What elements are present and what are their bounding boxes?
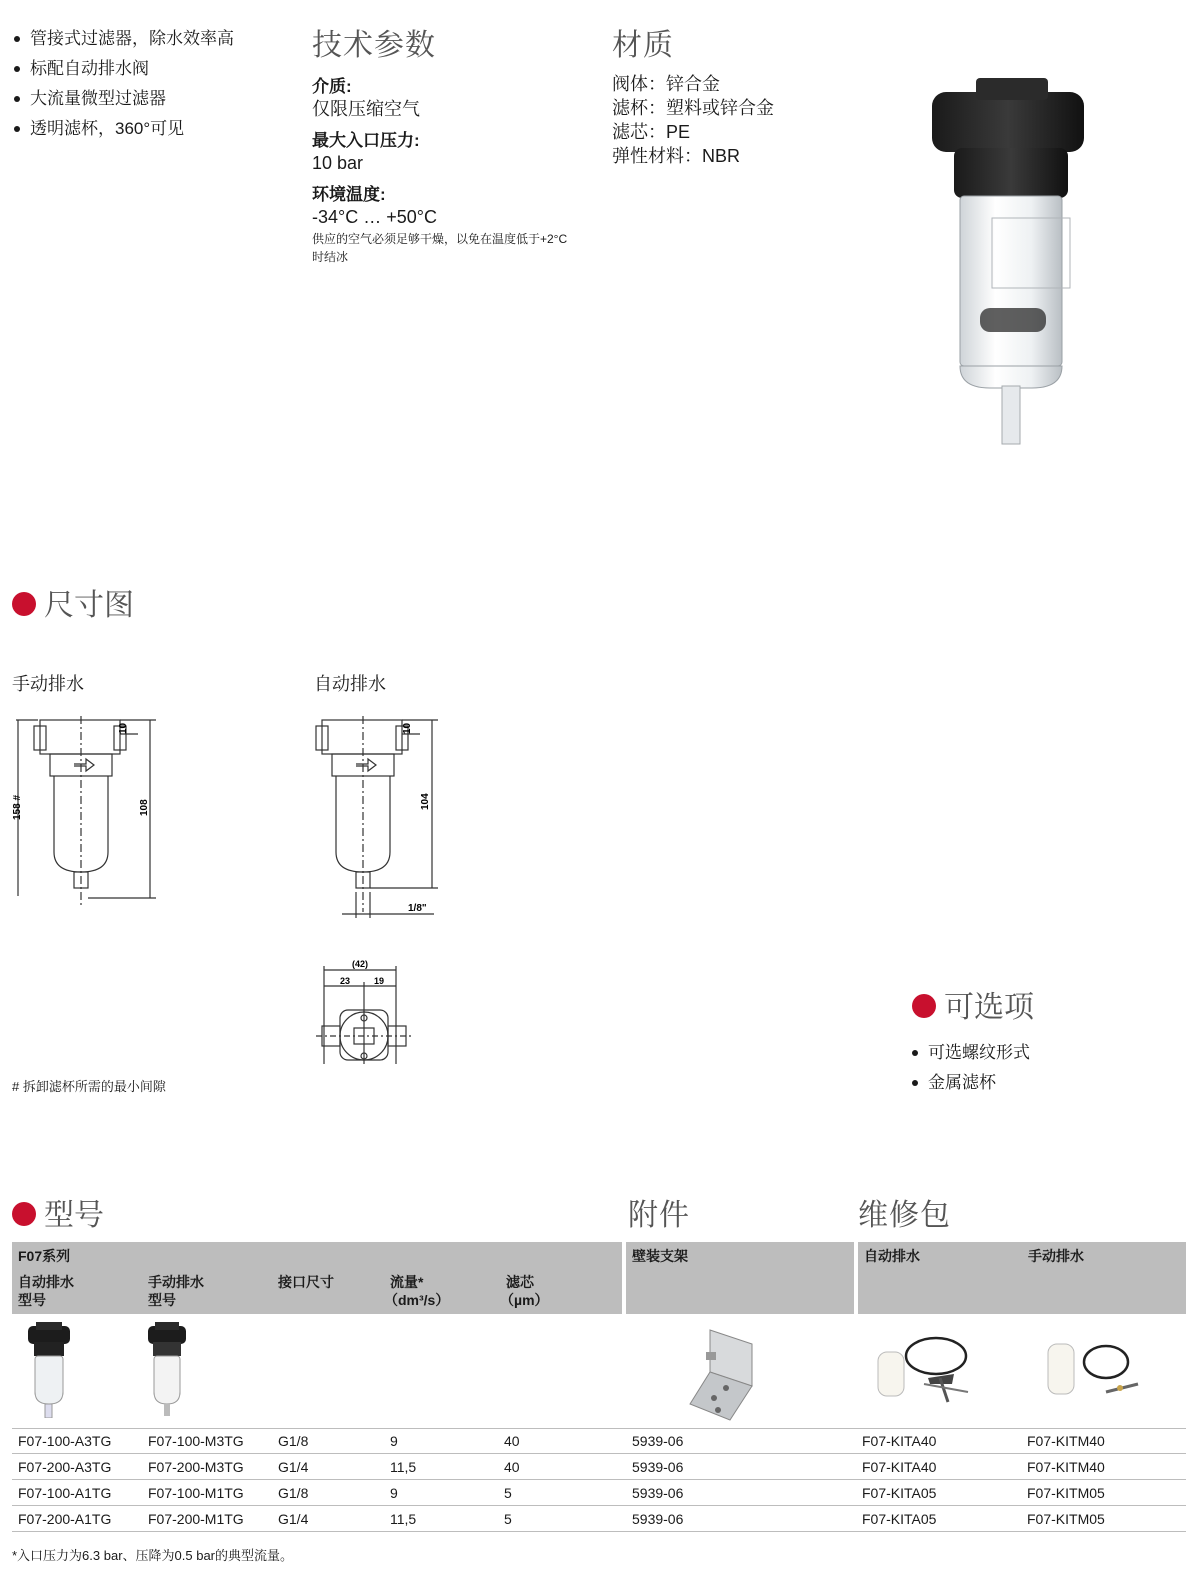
auto-kit-image	[874, 1334, 974, 1408]
cell-bracket: 5939-06	[632, 1433, 684, 1449]
manual-drain-drawing	[8, 712, 168, 912]
cell-element: 40	[504, 1433, 520, 1449]
cell-flow: 11,5	[390, 1511, 417, 1527]
col-bracket: 壁装支架	[632, 1248, 688, 1264]
cell-kit-manual: F07-KITM40	[1027, 1433, 1105, 1449]
cell-element: 5	[504, 1485, 512, 1501]
dim-manual-top: 10	[118, 722, 129, 734]
cell-kit-auto: F07-KITA05	[862, 1511, 937, 1527]
cell-port: G1/4	[278, 1511, 309, 1527]
col-manual-model-line2: 型号	[148, 1292, 176, 1308]
temp-note: 供应的空气必须足够干燥，以免在温度低于+2°C时结冰	[312, 232, 568, 264]
temp-label: 环境温度:	[312, 185, 386, 204]
red-dot-icon	[12, 592, 36, 616]
cell-port: G1/4	[278, 1459, 309, 1475]
material-row: 阀体：锌合金	[612, 74, 720, 94]
material-row: 滤芯：PE	[612, 122, 691, 142]
models-table-body	[12, 1428, 1186, 1532]
col-auto-model-line2: 型号	[18, 1292, 46, 1308]
options-section	[912, 982, 1192, 1098]
dim-plan-right: 19	[374, 976, 385, 986]
dim-auto-top: 10	[402, 722, 413, 734]
cell-kit-auto: F07-KITA40	[862, 1459, 937, 1475]
flow-footnote: *入口压力为6.3 bar、压降为0.5 bar的典型流量。	[12, 1548, 294, 1563]
kit-title: 维修包	[858, 1199, 951, 1232]
dimension-footnote: # 拆卸滤杯所需的最小间隙	[12, 1079, 166, 1094]
cell-kit-auto: F07-KITA05	[862, 1485, 937, 1501]
dimensions-heading	[12, 580, 134, 624]
cell-element: 40	[504, 1459, 520, 1475]
models-title: 型号	[44, 1199, 104, 1232]
cell-port: G1/8	[278, 1485, 309, 1501]
cell-manual-model: F07-200-M3TG	[148, 1459, 244, 1475]
table-row	[12, 1428, 1186, 1454]
dimensions-title: 尺寸图	[44, 589, 134, 622]
feature-item: 透明滤杯，360°可见	[14, 114, 304, 144]
feature-list	[14, 24, 304, 144]
material-row: 滤杯：塑料或锌合金	[612, 98, 774, 118]
col-flow-line2: （dm³/s）	[384, 1292, 450, 1308]
table-row	[12, 1480, 1186, 1506]
material-title: 材质	[612, 29, 674, 62]
medium-value: 仅限压缩空气	[312, 99, 420, 119]
col-auto-model-line1: 自动排水	[18, 1274, 74, 1290]
row-divider	[12, 1531, 1186, 1532]
table-row	[12, 1454, 1186, 1480]
col-element-line2: （µm）	[500, 1292, 549, 1308]
dim-manual-total: 158 #	[12, 794, 23, 820]
cell-bracket: 5939-06	[632, 1485, 684, 1501]
auto-drain-filter-image	[26, 1322, 72, 1418]
filter-product-image	[920, 78, 1100, 448]
col-manual-model-line1: 手动排水	[148, 1274, 204, 1290]
auto-drain-drawing	[308, 712, 458, 922]
col-kit-auto: 自动排水	[864, 1248, 920, 1264]
manual-drain-filter-image	[146, 1322, 188, 1418]
series-label: F07系列	[18, 1248, 71, 1264]
cell-flow: 9	[390, 1433, 398, 1449]
models-heading	[12, 1190, 104, 1234]
feature-item: 管接式过滤器，除水效率高	[14, 24, 304, 54]
dim-auto-height: 104	[420, 793, 431, 810]
dim-plan-left: 23	[340, 976, 351, 986]
options-title: 可选项	[944, 991, 1034, 1024]
feature-item: 标配自动排水阀	[14, 54, 304, 84]
pressure-value: 10 bar	[312, 153, 364, 173]
dim-plan-width: (42)	[352, 959, 369, 969]
tech-specs	[312, 20, 602, 266]
material-specs	[612, 20, 912, 168]
cell-kit-manual: F07-KITM05	[1027, 1485, 1105, 1501]
cell-kit-manual: F07-KITM05	[1027, 1511, 1105, 1527]
auto-drain-label: 自动排水	[314, 674, 386, 694]
cell-kit-auto: F07-KITA40	[862, 1433, 937, 1449]
medium-label: 介质:	[312, 77, 352, 96]
cell-bracket: 5939-06	[632, 1459, 684, 1475]
cell-manual-model: F07-200-M1TG	[148, 1511, 244, 1527]
accessory-title: 附件	[628, 1199, 690, 1232]
material-row: 弹性材料：NBR	[612, 146, 741, 166]
dim-auto-port: 1/8"	[408, 903, 427, 914]
option-item: 可选螺纹形式	[912, 1038, 1192, 1068]
dim-manual-height: 108	[139, 799, 150, 816]
cell-auto-model: F07-200-A3TG	[18, 1459, 112, 1475]
cell-bracket: 5939-06	[632, 1511, 684, 1527]
cell-manual-model: F07-100-M1TG	[148, 1485, 244, 1501]
cell-flow: 9	[390, 1485, 398, 1501]
option-item: 金属滤杯	[912, 1068, 1192, 1098]
col-flow-line1: 流量*	[390, 1274, 424, 1290]
tech-title: 技术参数	[312, 29, 436, 62]
cell-auto-model: F07-100-A1TG	[18, 1485, 112, 1501]
wall-bracket-image	[680, 1326, 760, 1422]
cell-auto-model: F07-200-A1TG	[18, 1511, 112, 1527]
red-dot-icon	[912, 994, 936, 1018]
manual-kit-image	[1044, 1336, 1140, 1406]
cell-kit-manual: F07-KITM40	[1027, 1459, 1105, 1475]
cell-flow: 11,5	[390, 1459, 417, 1475]
col-element-line1: 滤芯	[506, 1274, 534, 1290]
cell-auto-model: F07-100-A3TG	[18, 1433, 112, 1449]
col-kit-manual: 手动排水	[1028, 1248, 1084, 1264]
pressure-label: 最大入口压力:	[312, 131, 420, 150]
manual-drain-label: 手动排水	[12, 674, 84, 694]
red-dot-icon	[12, 1202, 36, 1226]
table-row	[12, 1506, 1186, 1532]
cell-port: G1/8	[278, 1433, 309, 1449]
plan-view-drawing	[314, 956, 414, 1072]
temp-value: -34°C … +50°C	[312, 207, 437, 227]
cell-manual-model: F07-100-M3TG	[148, 1433, 244, 1449]
feature-item: 大流量微型过滤器	[14, 84, 304, 114]
col-port: 接口尺寸	[278, 1274, 334, 1290]
cell-element: 5	[504, 1511, 512, 1527]
